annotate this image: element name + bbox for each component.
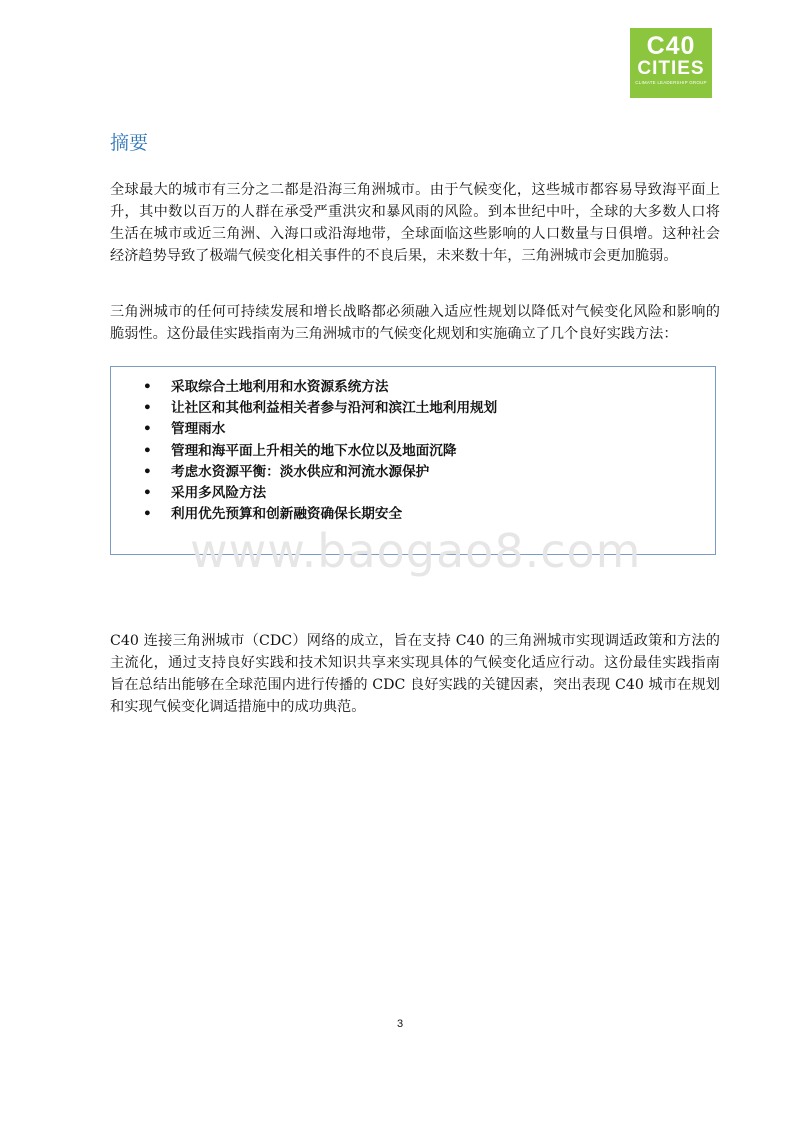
practice-item (111, 377, 715, 398)
bullet-marker: • (143, 506, 152, 523)
paragraph-cdc: C40 连接三角洲城市（CDC）网络的成立，旨在支持 C40 的三角洲城市实现调适政策和方法的主流化，通过支持良好实践和技术知识共享来实现具体的气候变化适应行动。这份最佳实践指南旨在总结出能够在全球范围内进行传播的 CDC 良好实践的关键因素，突出表现 C40 城市在规划和实现气候变化调适措施中的成功典范。 (110, 633, 720, 715)
watermark: www.baogao8.com (190, 524, 642, 578)
practice-text: 管理和海平面上升相关的地下水位以及地面沉降 (171, 442, 457, 459)
practice-item (111, 441, 715, 462)
practice-item (111, 462, 715, 483)
practice-text: 利用优先预算和创新融资确保长期安全 (171, 506, 403, 523)
practice-item (111, 398, 715, 419)
practices-list (111, 367, 715, 525)
bullet-marker: • (143, 485, 152, 502)
paragraph-strategy: 三角洲城市的任何可持续发展和增长战略都必须融入适应性规划以降低对气候变化风险和影响的脆弱性。这份最佳实践指南为三角洲城市的气候变化规划和实施确立了几个良好实践方法： (110, 304, 720, 342)
bullet-marker: • (143, 442, 152, 459)
practice-text: 让社区和其他利益相关者参与沿河和滨江土地利用规划 (171, 400, 498, 417)
logo-cities-text: CITIES (637, 58, 705, 79)
practice-item (111, 504, 715, 525)
paragraph-intro: 全球最大的城市有三分之二都是沿海三角洲城市。由于气候变化，这些城市都容易导致海平面上升，其中数以百万的人群在承受严重洪灾和暴风雨的风险。到本世纪中叶，全球的大多数人口将生活在城市或近三角洲、入海口或沿海地带，全球面临这些影响的人口数量与日俱增。这种社会经济趋势导致了极端气候变化相关事件的不良后果，未来数十年，三角洲城市会更加脆弱。 (110, 182, 720, 264)
practice-item (111, 419, 715, 440)
page-number: 3 (396, 1018, 404, 1030)
bullet-marker: • (143, 421, 152, 438)
practice-text: 管理雨水 (171, 421, 226, 438)
logo-c40-text: C40 (646, 32, 696, 60)
c40-cities-logo (630, 28, 712, 98)
practice-text: 采用多风险方法 (171, 485, 267, 502)
practice-item (111, 483, 715, 504)
practice-text: 采取综合土地利用和水资源系统方法 (171, 379, 389, 395)
bullet-marker: • (143, 463, 152, 480)
section-heading: 摘要 (110, 132, 149, 154)
bullet-marker: • (143, 379, 152, 395)
practice-text: 考虑水资源平衡：淡水供应和河流水源保护 (171, 463, 430, 480)
bullet-marker: • (143, 400, 152, 417)
logo-tagline: CLIMATE LEADERSHIP GROUP (635, 80, 707, 85)
